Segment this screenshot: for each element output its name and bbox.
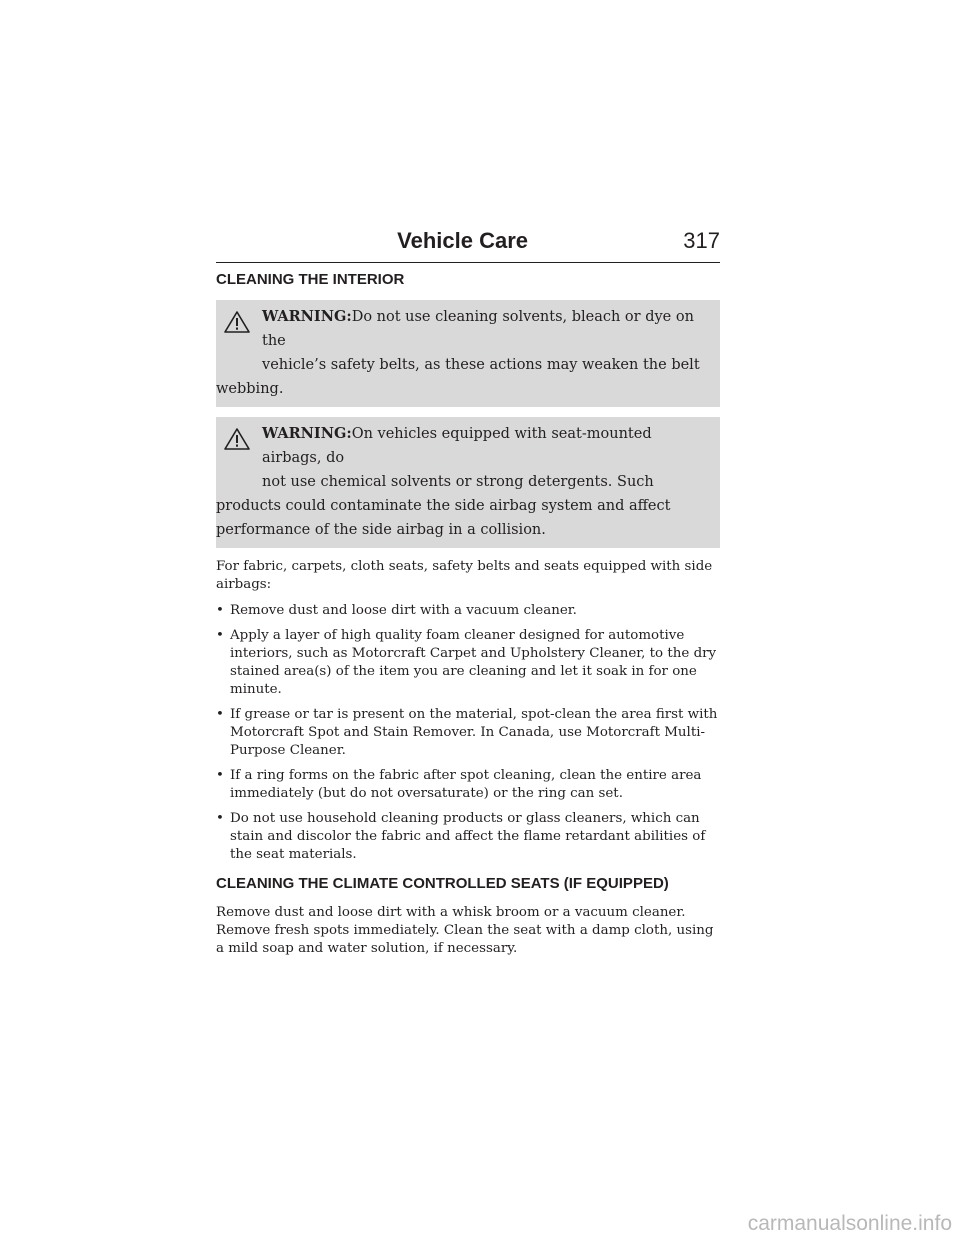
- warning-text-rest: not use chemical solvents or strong detergents. Such products could contaminate the side airbag system and affect performance of the side airbag in a collision.: [216, 474, 671, 538]
- page-number: 317: [683, 228, 720, 253]
- warning-label: WARNING:: [262, 425, 352, 442]
- bullet-glyph: •: [216, 811, 224, 826]
- list-item: [216, 602, 720, 620]
- bullet-glyph: •: [216, 603, 224, 618]
- site-watermark: carmanualsonline.info: [747, 1212, 952, 1235]
- warning-text: On vehicles equipped with seat-mounted airbags, do: [262, 426, 652, 466]
- warning-text-continued: [216, 353, 714, 401]
- warning-triangle-icon: [224, 310, 250, 334]
- list-item-text: Remove dust and loose dirt with a vacuum cleaner.: [230, 603, 577, 618]
- bullet-glyph: •: [216, 768, 224, 783]
- list-item-text: Do not use household cleaning products or glass cleaners, which can stain and discolor the fabric and affect the flame retardant abilities of the seat materials.: [230, 811, 706, 862]
- list-item-text: Apply a layer of high quality foam cleaner designed for automotive interiors, such as Motorcraft Carpet and Upholstery Cleaner, to the dry stained area(s) of the item you are cleaning and let it soak in for one minute.: [230, 628, 717, 697]
- bullet-glyph: •: [216, 628, 224, 643]
- bullet-glyph: •: [216, 707, 224, 722]
- list-item: [216, 706, 720, 760]
- warning-box-safety-belts: [216, 300, 720, 407]
- list-item-text: If grease or tar is present on the material, spot-clean the area first with Motorcraft Spot and Stain Remover. In Canada, use Motorcraft Multi-Purpose Cleaner.: [230, 707, 718, 758]
- warning-first-line: [216, 305, 714, 353]
- list-item-text: If a ring forms on the fabric after spot cleaning, clean the entire area immediately (but do not oversaturate) or the ring can set.: [230, 768, 702, 801]
- list-item: [216, 810, 720, 864]
- section-heading-climate-seats: CLEANING THE CLIMATE CONTROLLED SEATS (IF EQUIPPED): [216, 875, 669, 892]
- section-heading-interior: CLEANING THE INTERIOR: [216, 271, 405, 288]
- warning-triangle-icon: [224, 427, 250, 451]
- page-header: [216, 226, 720, 263]
- warning-label: WARNING:: [262, 308, 352, 325]
- page-content: [216, 270, 720, 966]
- list-item: [216, 767, 720, 803]
- warning-text: Do not use cleaning solvents, bleach or dye on the: [262, 309, 694, 349]
- cleaning-steps-list: [216, 602, 720, 864]
- intro-paragraph: For fabric, carpets, cloth seats, safety belts and seats equipped with side airbags:: [216, 559, 713, 592]
- climate-seats-paragraph: Remove dust and loose dirt with a whisk broom or a vacuum cleaner. Remove fresh spots immediately. Clean the seat with a damp cloth, using a mild soap and water solution, if necessary.: [216, 905, 714, 956]
- warning-box-airbags: [216, 417, 720, 548]
- chapter-title: Vehicle Care: [397, 228, 528, 253]
- warning-text-rest: vehicle’s safety belts, as these actions may weaken the belt webbing.: [216, 357, 700, 397]
- list-item: [216, 627, 720, 699]
- warning-first-line: [216, 422, 714, 470]
- warning-text-continued: [216, 470, 714, 542]
